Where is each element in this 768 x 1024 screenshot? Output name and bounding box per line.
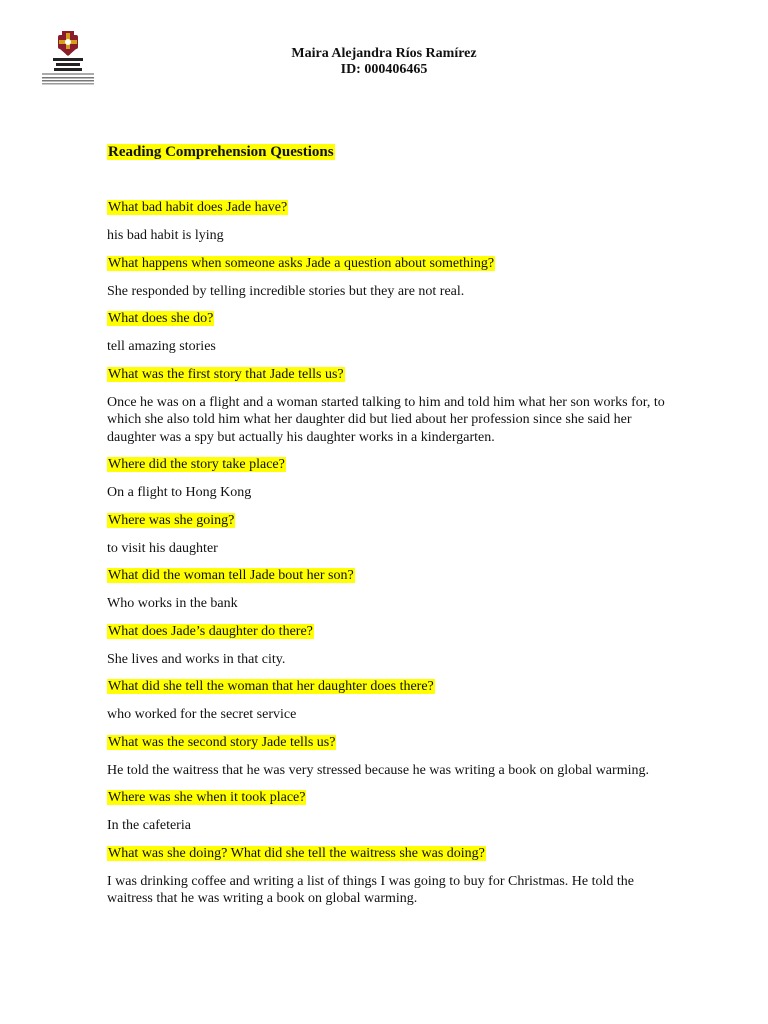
answer-11: In the cafeteria	[107, 818, 191, 833]
question-text: What was she doing? What did she tell the waitress she was doing?	[108, 845, 485, 861]
question-text: Where was she when it took place?	[108, 790, 306, 805]
answer-4: Once he was on a flight and a woman started talking to him and told him what her son works for, to which she also told him what her daughter did but lied about her profession since she said her daughter was a spy but actually his daughter works in a kindergarten.	[107, 394, 665, 445]
question-4	[107, 366, 667, 384]
answer-6: to visit his daughter	[107, 540, 218, 556]
question-text: Where was she going?	[108, 512, 235, 528]
question-text: What did the woman tell Jade bout her son?	[108, 568, 354, 583]
answer-7: Who works in the bank	[107, 596, 238, 611]
answer-9: who worked for the secret service	[107, 707, 297, 722]
question-text: What was the first story that Jade tells us?	[108, 366, 344, 382]
question-2	[107, 255, 667, 273]
page-title	[107, 143, 667, 162]
answer-5: On a flight to Hong Kong	[107, 485, 252, 500]
student-id: ID: 000406465	[340, 62, 428, 77]
document-header	[0, 46, 768, 78]
question-3	[107, 310, 667, 328]
question-11	[107, 789, 667, 807]
answer-1: his bad habit is lying	[107, 228, 224, 243]
title-text: Reading Comprehension Questions	[108, 144, 334, 160]
question-12	[107, 845, 667, 863]
qa-list	[107, 199, 667, 908]
question-9	[107, 678, 667, 696]
document-body	[107, 143, 667, 918]
question-7	[107, 567, 667, 585]
question-text: What does she do?	[108, 311, 214, 326]
answer-8: She lives and works in that city.	[107, 651, 286, 667]
answer-12: I was drinking coffee and writing a list of things I was going to buy for Christmas. He told the waitress that he was writing a book on global warming.	[107, 873, 634, 906]
answer-3: tell amazing stories	[107, 339, 216, 354]
question-5	[107, 456, 667, 474]
question-1	[107, 199, 667, 217]
question-10	[107, 734, 667, 752]
question-text: What did she tell the woman that her daughter does there?	[108, 679, 434, 694]
question-text: What happens when someone asks Jade a question about something?	[108, 255, 495, 271]
answer-10: He told the waitress that he was very stressed because he was writing a book on global warming.	[107, 762, 649, 778]
question-8	[107, 623, 667, 641]
answer-2: She responded by telling incredible stories but they are not real.	[107, 283, 465, 299]
question-text: Where did the story take place?	[108, 457, 285, 472]
question-text: What does Jade’s daughter do there?	[108, 623, 313, 639]
question-6	[107, 512, 667, 530]
author-name: Maira Alejandra Ríos Ramírez	[291, 46, 477, 61]
question-text: What was the second story Jade tells us?	[108, 734, 336, 750]
question-text: What bad habit does Jade have?	[108, 200, 288, 215]
